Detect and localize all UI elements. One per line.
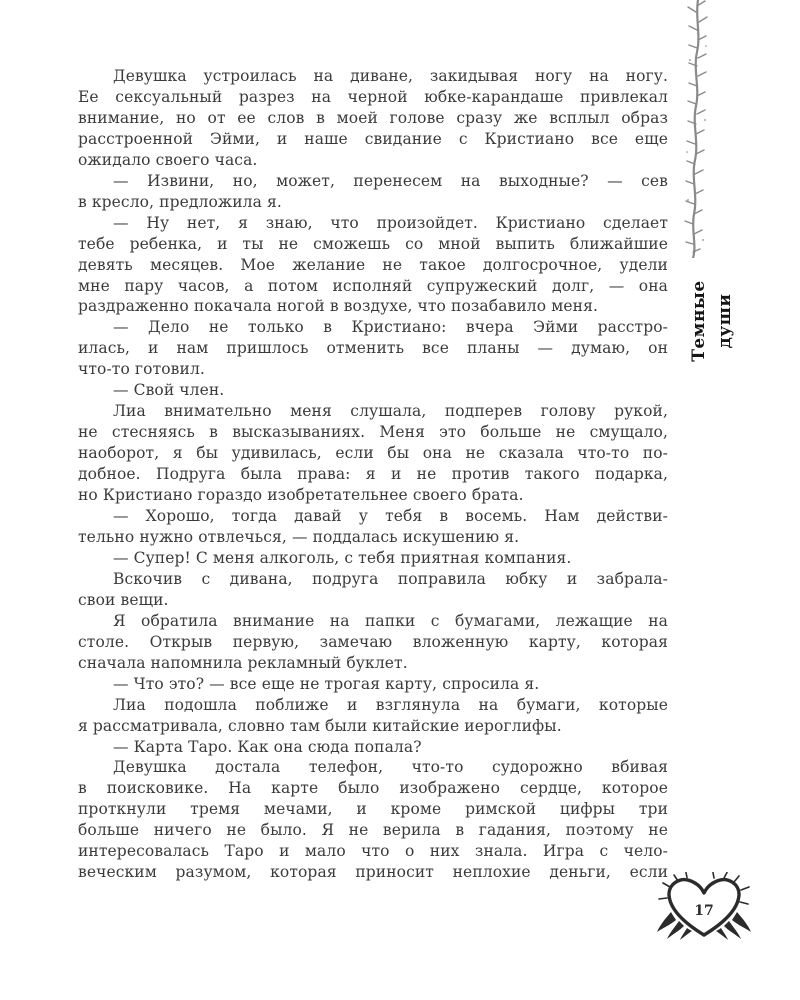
text-line: — Дело не только в Кристиано: вчера Эйми расстро- (113, 318, 668, 337)
paragraph (78, 674, 668, 695)
text-line: расстроенной Эйми, и наше свидание с Кристиано все еще (78, 129, 668, 148)
page-number: 17 (694, 903, 714, 919)
text-line: — Ну нет, я знаю, что произойдет. Кристиано сделает (113, 213, 668, 232)
text-line: в кресло, предложила я. (78, 192, 282, 211)
text-line: мне пару часов, а потом исполняй супружеский долг, — она (78, 276, 668, 295)
text-line: Вскочив с дивана, подруга поправила юбку и забрала- (113, 569, 668, 588)
side-title: Темные души (689, 280, 735, 362)
text-line: Лиа подошла поближе и взглянула на бумаги, которые (113, 695, 668, 714)
text-line: проткнули тремя мечами, и кроме римской цифры три (78, 800, 668, 819)
text-line: добное. Подруга была права: я и не против такого подарка, (78, 465, 668, 484)
paragraph (78, 506, 668, 548)
thorn-branch-icon (682, 0, 712, 258)
text-line: — Хорошо, тогда давай у тебя в восемь. Нам действи- (113, 507, 668, 526)
text-line: — Супер! С меня алкоголь, с тебя приятная компания. (113, 548, 572, 567)
text-line: Лиа внимательно меня слушала, подперев голову рукой, (113, 402, 668, 421)
paragraph (78, 569, 668, 611)
text-line: что-то готовил. (78, 360, 205, 379)
text-line: но Кристиано гораздо изобретательнее своего брата. (78, 486, 524, 505)
text-line: внимание, но от ее слов в моей голове сразу же всплыл образ (78, 108, 668, 127)
text-line: наоборот, я бы удивилась, если бы она не сказала что-то по- (78, 444, 668, 463)
paragraph (78, 611, 668, 674)
text-line: я рассматривала, словно там были китайские иероглифы. (78, 716, 562, 735)
text-line: тебе ребенка, и ты не сможешь со мной выпить ближайшие (78, 234, 668, 253)
text-block (78, 66, 668, 883)
text-line: ожидало своего часа. (78, 150, 258, 169)
thorn-heart-icon (656, 872, 752, 944)
text-line: Ее сексуальный разрез на черной юбке-карандаше привлекал (78, 87, 668, 106)
text-line: больше ничего не было. Я не верила в гадания, поэтому не (78, 821, 668, 840)
paragraph (78, 213, 668, 318)
text-line: Я обратила внимание на папки с бумагами, лежащие на (113, 611, 668, 630)
paragraph (78, 401, 668, 506)
paragraph (78, 171, 668, 213)
text-line: — Что это? — все еще не трогая карту, спросила я. (113, 674, 540, 693)
text-line: не стесняясь в высказываниях. Меня это больше не смущало, (78, 423, 668, 442)
text-line: — Извини, но, может, перенесем на выходные? — сев (113, 171, 668, 190)
text-line: интересовалась Таро и мало что о них знала. Игра с чело- (78, 842, 668, 861)
paragraph (78, 757, 668, 883)
paragraph (78, 380, 668, 401)
text-line: — Свой член. (113, 381, 225, 400)
paragraph (78, 548, 668, 569)
text-line: Девушка устроилась на диване, закидывая ногу на ногу. (113, 67, 668, 85)
paragraph (78, 695, 668, 737)
text-line: девять месяцев. Мое желание не такое долгосрочное, удели (78, 255, 668, 274)
text-line: тельно нужно отвлечься, — поддалась искушению я. (78, 527, 520, 546)
text-line: в поисковике. На карте было изображено сердце, которое (78, 779, 668, 798)
text-line: — Карта Таро. Как она сюда попала? (113, 737, 422, 756)
paragraph (78, 317, 668, 380)
text-line: веческим разумом, которая приносит неплохие деньги, если (78, 863, 668, 882)
text-line: свои вещи. (78, 590, 169, 609)
text-line: раздраженно покачала ногой в воздухе, что позабавило меня. (78, 297, 598, 316)
text-line: илась, и нам пришлось отменить все планы — думаю, он (78, 339, 668, 358)
text-line: столе. Открыв первую, замечаю вложенную карту, которая (78, 632, 668, 651)
paragraph (78, 66, 668, 171)
text-line: сначала напомнила рекламный буклет. (78, 653, 408, 672)
paragraph (78, 737, 668, 758)
text-line: Девушка достала телефон, что-то судорожно вбивая (113, 758, 668, 777)
